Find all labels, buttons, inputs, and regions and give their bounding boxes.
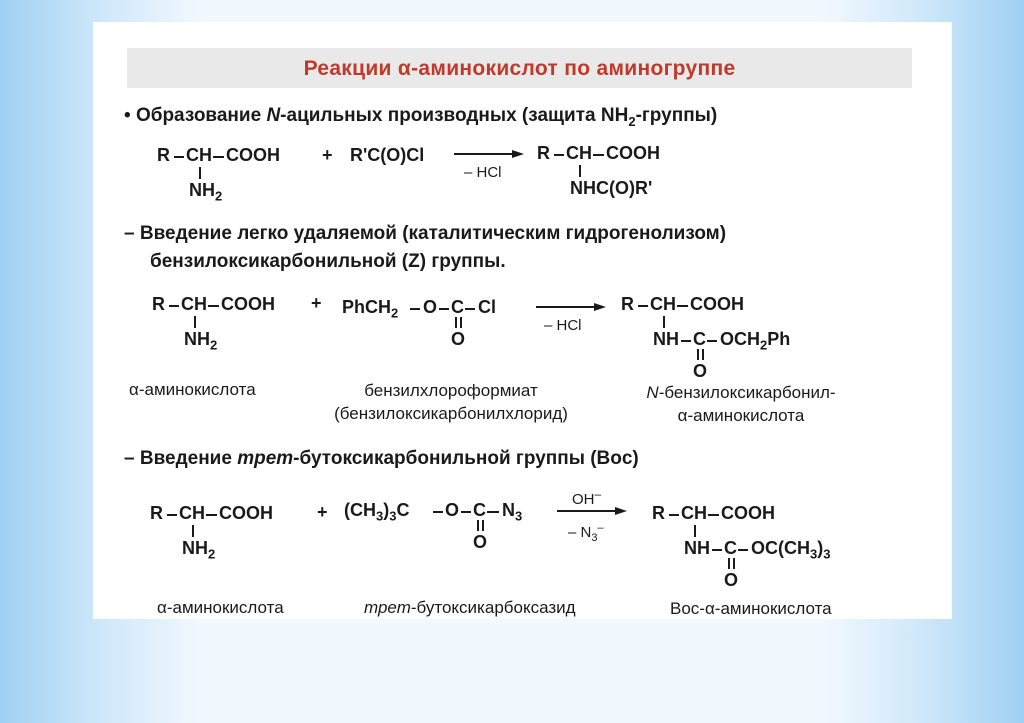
r3-caption-reactant: α-аминокислота [157, 598, 284, 617]
r3-bond-vertical [192, 525, 194, 537]
r1-byproduct: – HCl [464, 164, 502, 181]
r2-reagent-carbonyl-o: O [451, 329, 466, 349]
r1-product-substituent: NHC(O)R' [570, 178, 653, 198]
r1-arrow [454, 149, 524, 159]
r2-product-carbonyl-o: O [693, 361, 708, 381]
r1-bond-vertical [199, 167, 201, 179]
r2-product-ch: CH [650, 294, 676, 314]
r3-caption-reagent: трет-бутоксикарбоксазид [364, 598, 576, 617]
section-2-heading-line-2: бензилоксикарбонильной (Z) группы. [150, 251, 506, 272]
r3-caption-product: Boc-α-аминокислота [670, 599, 832, 618]
r1-reagent: R'C(O)Cl [350, 145, 425, 165]
r3-product-r: R [652, 503, 665, 523]
r1-product-ch: CH [566, 143, 592, 163]
r3-product-bond-vertical [694, 525, 696, 537]
r3-reagent-above-arrow: OH– [572, 487, 602, 508]
r2-product-bond-1 [638, 305, 648, 307]
r3-product-nh: NH [684, 538, 710, 558]
r3-product-oc-ch3-3: $OC(CH_3)_3$ [751, 538, 831, 562]
r3-nh2: $NH_2$ [182, 538, 216, 562]
r3-arrow [557, 506, 627, 516]
r2-arrow [536, 302, 606, 312]
r3-byproduct: – $N_3^-$ [568, 522, 604, 544]
r3-reagent-c: C [473, 500, 486, 520]
slide [93, 22, 952, 619]
r1-bond-1 [174, 156, 184, 158]
r2-product-double-bond-b [702, 349, 704, 360]
slide-title: Реакции α-аминокислот по аминогруппе [303, 57, 736, 80]
r3-product-ch: CH [681, 503, 707, 523]
r2-ch: CH [181, 294, 207, 314]
r2-bond-2 [208, 305, 219, 307]
r2-product-cooh: COOH [690, 294, 744, 314]
r2-product-r: R [621, 294, 634, 314]
r3-reagent-bond-3 [487, 511, 499, 513]
r3-reagent-double-bond-a [477, 520, 479, 531]
r2-product-bond-vertical [663, 316, 665, 328]
r1-plus: + [322, 145, 333, 165]
r2-nh2: $NH_2$ [184, 329, 218, 353]
r2-caption-product-line-1: N-бензилоксикарбонил- [646, 383, 836, 402]
r3-cooh: COOH [219, 503, 273, 523]
r1-r: R [157, 145, 170, 165]
r2-caption-product-line-2: α-аминокислота [677, 406, 805, 425]
r1-cooh: COOH [226, 145, 280, 165]
r3-bond-1 [167, 514, 177, 516]
r3-reagent-bond-1 [433, 511, 443, 513]
r2-reagent-double-bond-b [460, 317, 462, 328]
r3-r: R [150, 503, 163, 523]
r2-reagent-bond-1 [410, 308, 420, 310]
r2-reagent-c: C [451, 297, 464, 317]
r3-product-bond-1 [669, 514, 679, 516]
r2-product-bond-2 [677, 305, 688, 307]
r1-product-r: R [537, 143, 550, 163]
r1-product-bond-vertical [579, 165, 581, 177]
section-2-heading-line-1: – Введение легко удаляемой (каталитическим гидрогенолизом) [124, 223, 727, 244]
r2-byproduct: – HCl [544, 317, 582, 334]
r1-product-bond-2 [593, 154, 604, 156]
r3-bond-2 [206, 514, 217, 516]
r2-product-och2ph: $OCH_2Ph$ [720, 329, 791, 353]
r2-product-bond-3 [681, 340, 691, 342]
r3-reagent-n3: $N_3$ [502, 500, 523, 524]
r2-product-double-bond-a [697, 349, 699, 360]
r3-product-carbonyl-o: O [724, 570, 739, 590]
r2-caption-reactant: α-аминокислота [129, 380, 256, 399]
r2-reagent-o: O [423, 297, 438, 317]
r2-reagent-phch2: PhCH$_2$ [342, 297, 399, 321]
r2-product-c: C [693, 329, 706, 349]
r1-ch: CH [186, 145, 212, 165]
r2-reagent-cl: Cl [478, 297, 496, 317]
r1-nh2: $NH_2$ [189, 180, 223, 204]
r2-product-nh: NH [653, 329, 679, 349]
r2-reagent-bond-2 [439, 308, 449, 310]
r2-cooh: COOH [221, 294, 275, 314]
r3-product-bond-2 [708, 514, 719, 516]
section-1-heading: • Образование N-ацильных производных (защита $NH_2-группы$) [124, 105, 718, 129]
r3-reagent-tbu: $(CH_3)_3C$ [344, 500, 410, 524]
r2-r: R [152, 294, 165, 314]
r3-product-bond-3 [712, 549, 722, 551]
r3-product-bond-4 [738, 549, 748, 551]
r2-caption-reagent-line-2: (бензилоксикарбонилхлорид) [334, 404, 568, 423]
r3-product-double-bond-b [733, 558, 735, 569]
r2-reagent-bond-3 [465, 308, 475, 310]
r3-ch: CH [179, 503, 205, 523]
r1-product-bond-1 [554, 154, 564, 156]
r3-reagent-bond-2 [461, 511, 471, 513]
r1-product-cooh: COOH [606, 143, 660, 163]
r3-product-double-bond-a [728, 558, 730, 569]
r3-reagent-carbonyl-o: O [473, 532, 488, 552]
r1-bond-2 [213, 156, 224, 158]
r2-bond-vertical [194, 316, 196, 328]
section-3-heading: – Введение трет-бутоксикарбонильной группы (Boc) [124, 448, 639, 469]
r2-caption-reagent-line-1: бензилхлороформиат [364, 381, 538, 400]
r3-reagent-double-bond-b [482, 520, 484, 531]
title-bar [127, 48, 912, 88]
r2-plus: + [311, 293, 322, 313]
r3-product-c: C [724, 538, 737, 558]
r3-reagent-o: O [445, 500, 460, 520]
r3-plus: + [317, 502, 328, 522]
r2-product-bond-4 [707, 340, 717, 342]
r3-product-cooh: COOH [721, 503, 775, 523]
r2-reagent-double-bond-a [455, 317, 457, 328]
r2-bond-1 [169, 305, 179, 307]
